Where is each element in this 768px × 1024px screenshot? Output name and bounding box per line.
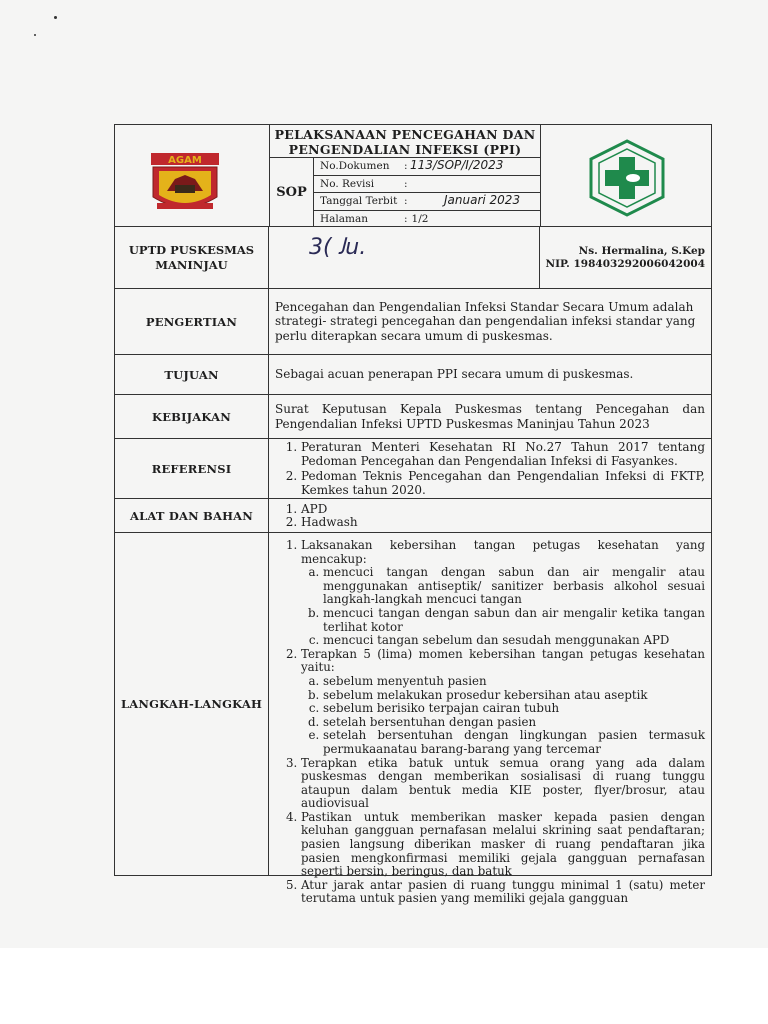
alat-item: 2. Hadwash <box>301 516 705 529</box>
label-kebijakan: KEBIJAKAN <box>115 395 269 438</box>
langkah-step: 3. Terapkan etika batuk untuk semua orang yang ada dalam puskesmas dengan memberikan sosialisasi di ruang tunggu ataupun dalam bentuk media KIE poster, flyer/brosur, atau audiovisual <box>301 757 705 811</box>
title-meta-cell <box>270 125 541 226</box>
value-kebijakan: Surat Keputusan Kepala Puskesmas tentang Pencegahan dan Pengendalian Infeksi UPTD Puskesmas Maninjau Tahun 2023 <box>275 402 705 431</box>
row-pengertian <box>115 289 711 355</box>
scan-speck <box>34 34 36 36</box>
header-row <box>115 125 711 227</box>
sop-label: SOP <box>270 157 314 227</box>
langkah-substep: a. mencuci tangan dengan sabun dan air mengalir atau menggunakan antiseptik/ sanitizer berbasis alkohol sesuai langkah-langkah mencuci tangan <box>323 566 705 607</box>
label-alat-bahan: ALAT DAN BAHAN <box>115 499 269 532</box>
referensi-item: 2. Pedoman Teknis Pencegahan dan Pengendalian Infeksi di FKTP, Kemkes tahun 2020. <box>301 469 705 498</box>
langkah-step: 1. Laksanakan kebersihan tangan petugas kesehatan yang mencakup: a. mencuci tangan dengan sabun dan air mengalir atau menggunakan antiseptik/ sanitizer berbasis alkohol sesuai langkah-langkah mencuci tangan b. mencuci tangan dengan sabun dan air mengalir ketika tangan terlihat kotor c. mencuci tangan sebelum dan sesudah menggunakan APD <box>301 539 705 648</box>
langkah-substep: b. mencuci tangan dengan sabun dan air mengalir ketika tangan terlihat kotor <box>323 607 705 634</box>
puskesmas-logo-cell <box>541 125 713 226</box>
head-name-cell <box>540 227 711 288</box>
label-referensi: REFERENSI <box>115 439 269 498</box>
alat-item: 1. APD <box>301 503 705 516</box>
row-alat-bahan <box>115 499 711 533</box>
langkah-step: 5. Atur jarak antar pasien di ruang tunggu minimal 1 (satu) meter terutama untuk pasien yang memiliki gejala gangguan <box>301 879 705 906</box>
label-pengertian: PENGERTIAN <box>115 289 269 354</box>
meta-halaman: Halaman : 1/2 <box>314 210 540 228</box>
meta-no-revisi: No. Revisi : <box>314 175 540 193</box>
meta-no-dokumen: No.Dokumen : 113/SOP/I/2023 <box>314 157 540 175</box>
value-langkah <box>269 533 711 906</box>
langkah-substep: a. sebelum menyentuh pasien <box>323 675 705 689</box>
langkah-step: 4. Pastikan untuk memberikan masker kepada pasien dengan keluhan gangguan pernafasan melalui skrining saat pendaftaran; pasien langsung diberikan masker di ruang pendaftaran jika pasien mengkonfirmasi memiliki gejala gangguan pernafasan seperti bersin, beringus, dan batuk <box>301 811 705 879</box>
signature-cell <box>269 227 540 288</box>
langkah-substep: d. setelah bersentuhan dengan pasien <box>323 716 705 730</box>
handwritten-signature: 3( ﻟu. <box>309 235 367 260</box>
langkah-step: 2. Terapkan 5 (lima) momen kebersihan tangan petugas kesehatan yaitu: a. sebelum menyentuh pasien b. sebelum melakukan prosedur kebersihan atau aseptik c. sebelum berisiko terpajan cairan tubuh d. setelah bersentuhan dengan pasien e. setelah bersentuhan dengan lingkungan pasien termasuk permukaanatau barang-barang yang tercemar <box>301 648 705 757</box>
head-nip: NIP. 198403292006042004 <box>545 257 705 270</box>
label-langkah: LANGKAH-LANGKAH <box>115 533 269 875</box>
value-alat-bahan <box>269 499 711 532</box>
head-name: Ns. Hermalina, S.Kep <box>578 244 705 257</box>
puskesmas-logo-icon <box>541 125 713 227</box>
sop-table <box>114 124 712 906</box>
logo-text: AGAM <box>168 155 202 166</box>
row-langkah <box>115 533 711 906</box>
scan-speck <box>54 16 57 19</box>
agam-regency-logo-icon <box>115 125 269 227</box>
signature-row <box>115 227 711 289</box>
langkah-substep: c. mencuci tangan sebelum dan sesudah menggunakan APD <box>323 634 705 648</box>
referensi-item: 1. Peraturan Menteri Kesehatan RI No.27 Tahun 2017 tentang Pedoman Pencegahan dan Pengendalian Infeksi di Fasyankes. <box>301 440 705 469</box>
value-pengertian: Pencegahan dan Pengendalian Infeksi Standar Secara Umum adalah strategi- strategi pencegahan dan pengendalian infeksi standar yang perlu diterapkan secara umum di puskesmas. <box>275 299 696 343</box>
value-referensi <box>269 439 711 498</box>
langkah-substep: c. sebelum berisiko terpajan cairan tubuh <box>323 702 705 716</box>
langkah-substep: e. setelah bersentuhan dengan lingkungan pasien termasuk permukaanatau barang-barang yang tercemar <box>323 729 705 756</box>
row-kebijakan <box>115 395 711 439</box>
value-tujuan: Sebagai acuan penerapan PPI secara umum di puskesmas. <box>275 367 634 382</box>
meta-tanggal-terbit: Tanggal Terbit : Januari 2023 <box>314 192 540 210</box>
label-tujuan: TUJUAN <box>115 355 269 394</box>
unit-name: UPTD PUSKESMAS MANINJAU <box>115 227 269 288</box>
document-title: PELAKSANAAN PENCEGAHAN DAN PENGENDALIAN INFEKSI (PPI) <box>274 127 536 157</box>
row-referensi <box>115 439 711 499</box>
document-meta <box>314 157 540 227</box>
langkah-substep: b. sebelum melakukan prosedur kebersihan atau aseptik <box>323 689 705 703</box>
agam-logo-cell <box>115 125 270 226</box>
row-tujuan <box>115 355 711 395</box>
